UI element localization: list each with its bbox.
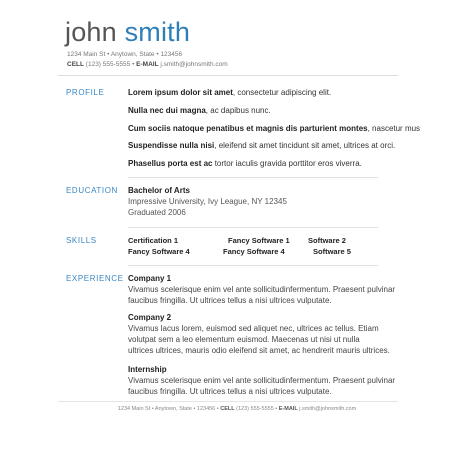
skill-item: Fancy Software 1: [228, 236, 290, 245]
job-title: Company 2: [128, 313, 172, 322]
profile-line: Lorem ipsum dolor sit amet, consectetur adipiscing elit.: [128, 88, 332, 97]
footer-divider: [58, 401, 398, 402]
separator-dot: •: [132, 61, 135, 68]
education-school: Impressive University, Ivy League, NY 12345: [128, 197, 287, 206]
footer-email-value: j.smith@johnsmith.com: [299, 406, 357, 412]
profile-line: Suspendisse nulla nisi, eleifend sit amet tincidunt sit amet, ultrices at orci.: [128, 141, 396, 150]
email-label: E-MAIL: [136, 61, 159, 68]
first-name: john: [65, 17, 117, 47]
section-label-skills: SKILLS: [66, 236, 97, 245]
job-title: Internship: [128, 365, 167, 374]
contact-line: [67, 61, 228, 68]
job-description-line: volutpat sem a leo elementum euismod. Maecenas ut nisi ut nulla: [128, 335, 360, 344]
section-label-profile: PROFILE: [66, 88, 105, 97]
section-label-experience: EXPERIENCE: [66, 274, 124, 283]
last-name: smith: [124, 17, 191, 47]
email-value: j.smith@johnsmith.com: [160, 61, 228, 68]
job-description-line: faucibus fringilla. Ut ultrices tellus a nisi ultrices vulputate.: [128, 296, 332, 305]
profile-line: Phasellus porta est ac tortor iaculis gravida porttitor eros viverra.: [128, 159, 362, 168]
job-description-line: faucibus fringilla. Ut ultrices tellus a nisi ultrices vulputate.: [128, 387, 332, 396]
section-divider: [128, 265, 378, 266]
skill-item: Certification 1: [128, 236, 179, 245]
cell-label: CELL: [67, 61, 84, 68]
footer-contact: [0, 406, 474, 412]
skill-item: Fancy Software 4: [223, 247, 285, 256]
header-divider: [58, 75, 398, 76]
resume-name: [65, 17, 190, 47]
contact-address: 1234 Main St • Anytown, State • 123456: [67, 51, 183, 58]
section-label-education: EDUCATION: [66, 186, 118, 195]
job-title: Company 1: [128, 274, 172, 283]
footer-email-label: E-MAIL: [278, 406, 298, 412]
section-divider: [128, 227, 378, 228]
job-description-line: Vivamus lacus lorem, euismod sed aliquet nec, ultrices ac tellus. Etiam: [128, 324, 379, 333]
education-degree: Bachelor of Arts: [128, 186, 190, 195]
skill-item: Software 2: [308, 236, 346, 245]
cell-value: (123) 555-5555: [85, 61, 131, 68]
profile-line: Cum sociis natoque penatibus et magnis dis parturient montes, nascetur mus: [128, 124, 421, 133]
skill-item: Fancy Software 4: [128, 247, 190, 256]
education-graduated: Graduated 2006: [128, 208, 186, 217]
job-description-line: Vivamus scelerisque enim vel ante sollicitudinfermentum. Praesent pulvinar: [128, 376, 396, 385]
footer-cell-label: CELL: [220, 406, 235, 412]
section-divider: [128, 177, 378, 178]
profile-line: Nulla nec dui magna, ac dapibus nunc.: [128, 106, 271, 115]
skill-item: Software 5: [313, 247, 351, 256]
footer-address: 1234 Main St • Anytown, State • 123456 •: [117, 406, 219, 412]
job-description-line: Vivamus scelerisque enim vel ante sollicitudinfermentum. Praesent pulvinar: [128, 285, 396, 294]
job-description-line: ultrices ultrices, mauris odio eleifend sit amet, ac hendrerit mauris ultrices.: [128, 346, 390, 355]
footer-cell-value: (123) 555-5555 •: [236, 406, 278, 412]
